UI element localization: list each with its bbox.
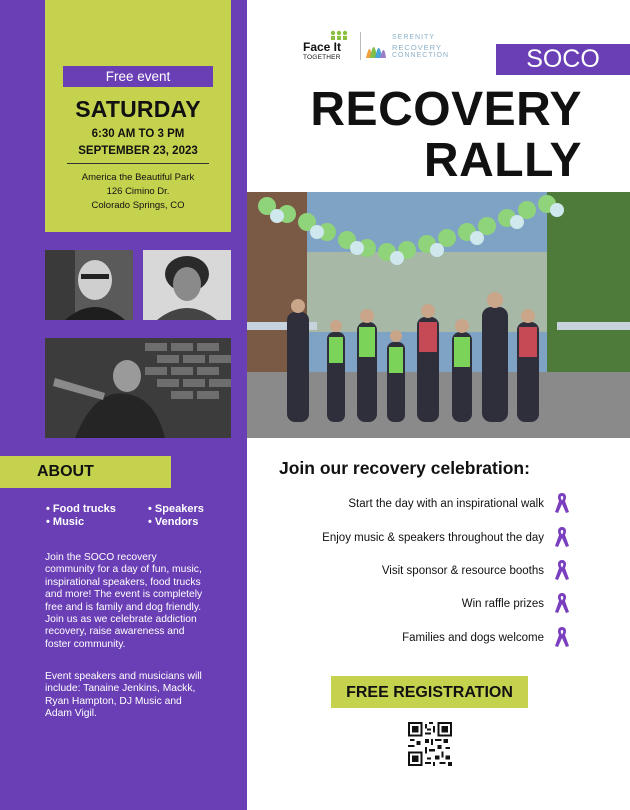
list-item: Families and dogs welcome xyxy=(402,632,544,644)
logo-divider xyxy=(360,32,361,60)
ribbon-icon xyxy=(554,526,570,548)
about-heading: ABOUT xyxy=(37,463,94,480)
ribbon-icon xyxy=(554,492,570,514)
event-date: SEPTEMBER 23, 2023 xyxy=(78,145,198,157)
speaker-photo-2 xyxy=(143,250,231,320)
list-item: Win raffle prizes xyxy=(461,598,544,610)
bullet-food-trucks: • Food trucks xyxy=(46,503,116,515)
speakers-paragraph: Event speakers and musicians will include: Tanaine Jenkins, Mackk, Ryan Hampton, DJ Music and Adam Vigil. xyxy=(45,671,202,720)
venue-street: 126 Cimino Dr. xyxy=(106,186,170,197)
rally-hero-photo xyxy=(247,192,630,438)
speaker-photo-1 xyxy=(45,250,133,320)
venue-name: America the Beautiful Park xyxy=(81,172,195,183)
bullet-music: • Music xyxy=(46,516,85,528)
venue-city: Colorado Springs, CO xyxy=(91,200,185,211)
list-item: Start the day with an inspirational walk xyxy=(348,498,544,510)
list-item: Enjoy music & speakers throughout the day xyxy=(322,532,544,544)
ribbon-icon xyxy=(554,592,570,614)
event-details-box xyxy=(45,0,231,232)
celebration-heading: Join our recovery celebration: xyxy=(279,458,530,478)
free-event-tag: Free event xyxy=(63,66,213,87)
event-day: SATURDAY xyxy=(75,96,201,122)
title-rally: RALLY xyxy=(423,134,582,187)
free-registration-button[interactable] xyxy=(331,676,528,708)
about-paragraph: Join the SOCO recovery community for a day of fun, music, inspirational speakers, food trucks and more! The event is completely free and is family and dog friendly. Join us as we celebrate addiction recovery, raise awareness and foster community. xyxy=(45,552,203,650)
left-column xyxy=(0,0,247,810)
list-item: Visit sponsor & resource booths xyxy=(381,565,544,577)
ribbon-icon xyxy=(554,559,570,581)
face-it-together-logo: Face It TOGETHER xyxy=(303,30,358,63)
serenity-recovery-logo: SERENITY RECOVERY CONNECTION xyxy=(364,30,464,64)
event-time: 6:30 AM TO 3 PM xyxy=(91,128,185,140)
soco-badge: SOCO xyxy=(496,44,630,75)
divider xyxy=(67,163,209,164)
bullet-vendors: • Vendors xyxy=(148,516,199,528)
ribbon-icon xyxy=(554,626,570,648)
performer-photo xyxy=(45,338,231,438)
bullet-speakers: • Speakers xyxy=(148,503,204,515)
free-registration-label: FREE REGISTRATION xyxy=(346,684,513,701)
qr-code[interactable] xyxy=(408,722,452,766)
about-heading-bar xyxy=(0,456,171,488)
title-recovery: RECOVERY xyxy=(310,83,582,136)
